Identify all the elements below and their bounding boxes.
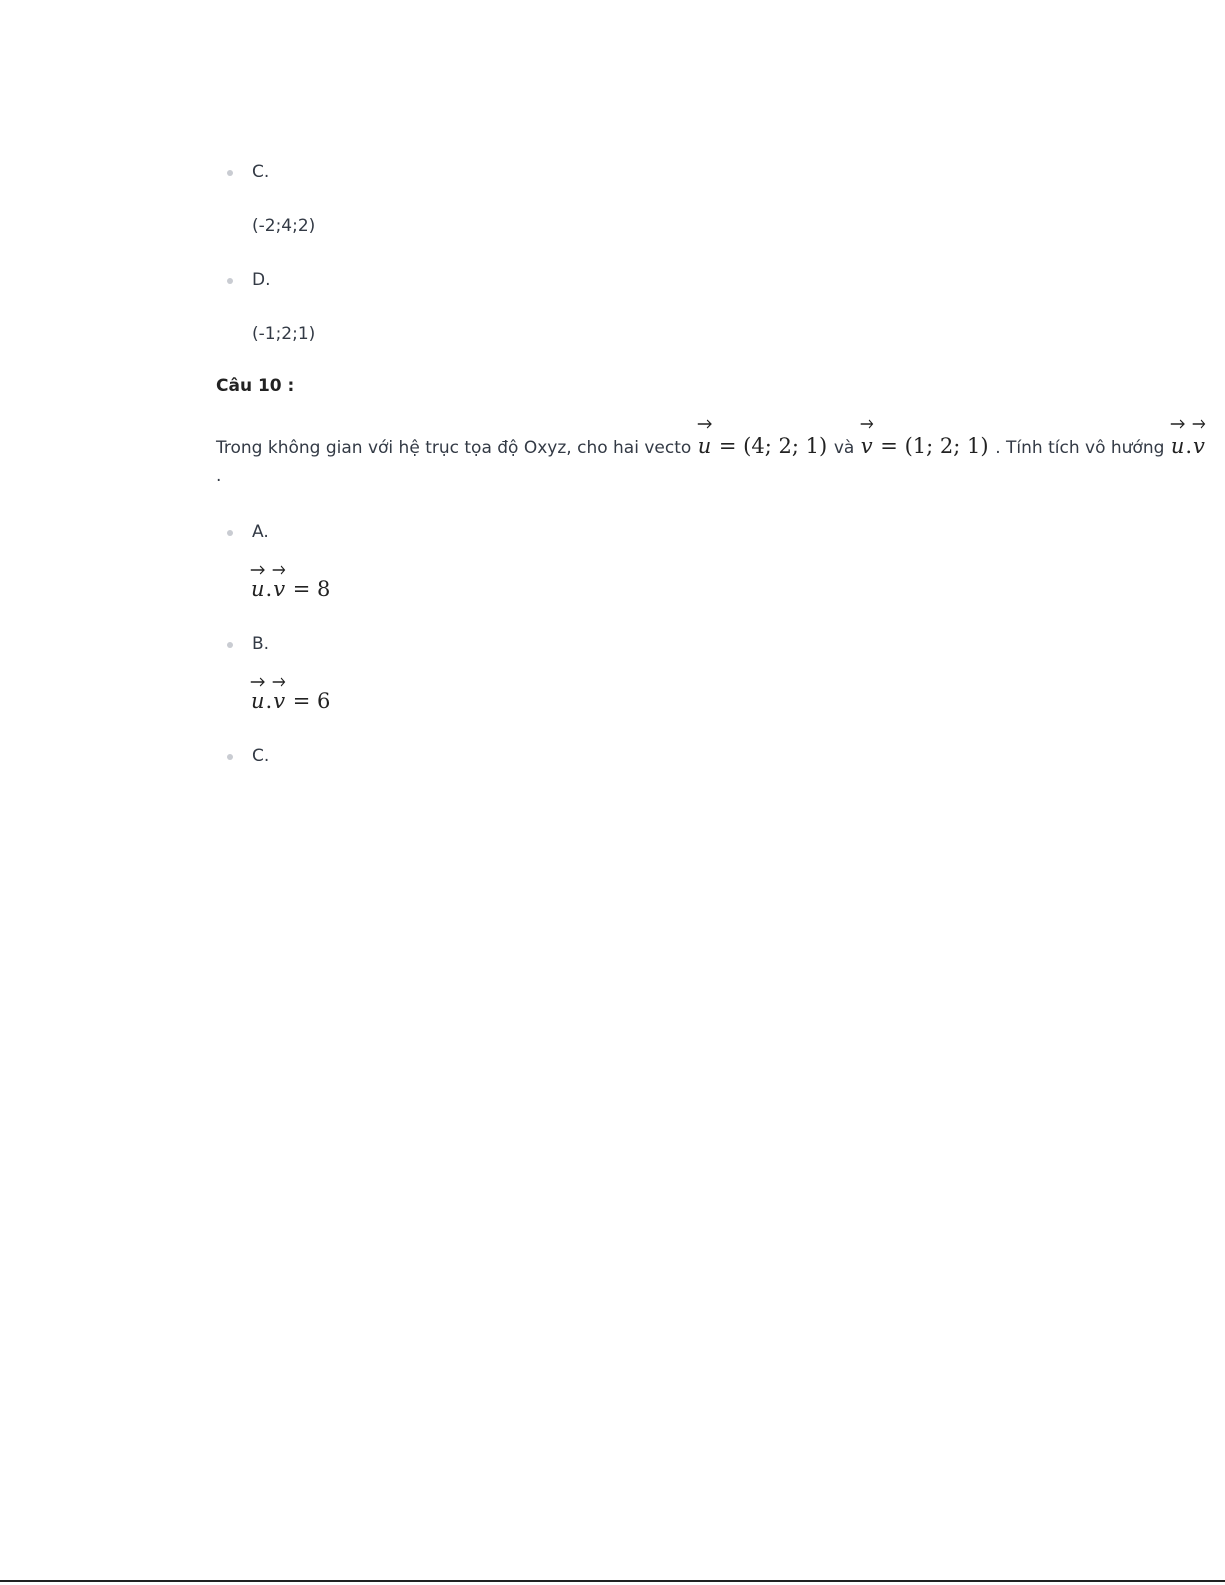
list-bullet [227,754,233,760]
option-letter-b: B. [252,634,270,654]
question-text [216,428,1205,466]
option-value-c: (-2;4;2) [252,216,316,236]
question-title: Câu 10 : [216,376,295,396]
option-letter-d: D. [252,270,271,290]
list-bullet [227,530,233,536]
option-value-b: u. v = 6 [250,686,330,716]
vector-u-value: = (4; 2; 1) [718,434,828,458]
option-letter-a: A. [252,522,269,542]
question-text-part1: Trong không gian với hệ trục tọa độ Oxyz, cho hai vecto [216,438,692,458]
option-letter-c: C. [252,162,270,182]
dot-product-expression: u. v [1170,434,1206,458]
connector-text: và [833,438,855,458]
list-bullet [227,642,233,648]
list-bullet [227,278,233,284]
page-bottom-border [0,1580,1225,1582]
option-value-a: u. v = 8 [250,574,330,604]
vector-v: v [860,428,874,464]
vector-v-value: = (1; 2; 1) [880,434,989,458]
trailing-period: . [216,466,222,486]
option-letter-c2: C. [252,746,270,766]
list-bullet [227,170,233,176]
option-value-d: (-1;2;1) [252,324,316,344]
vector-u: u [697,428,713,464]
question-text-part2: . Tính tích vô hướng [995,438,1165,458]
